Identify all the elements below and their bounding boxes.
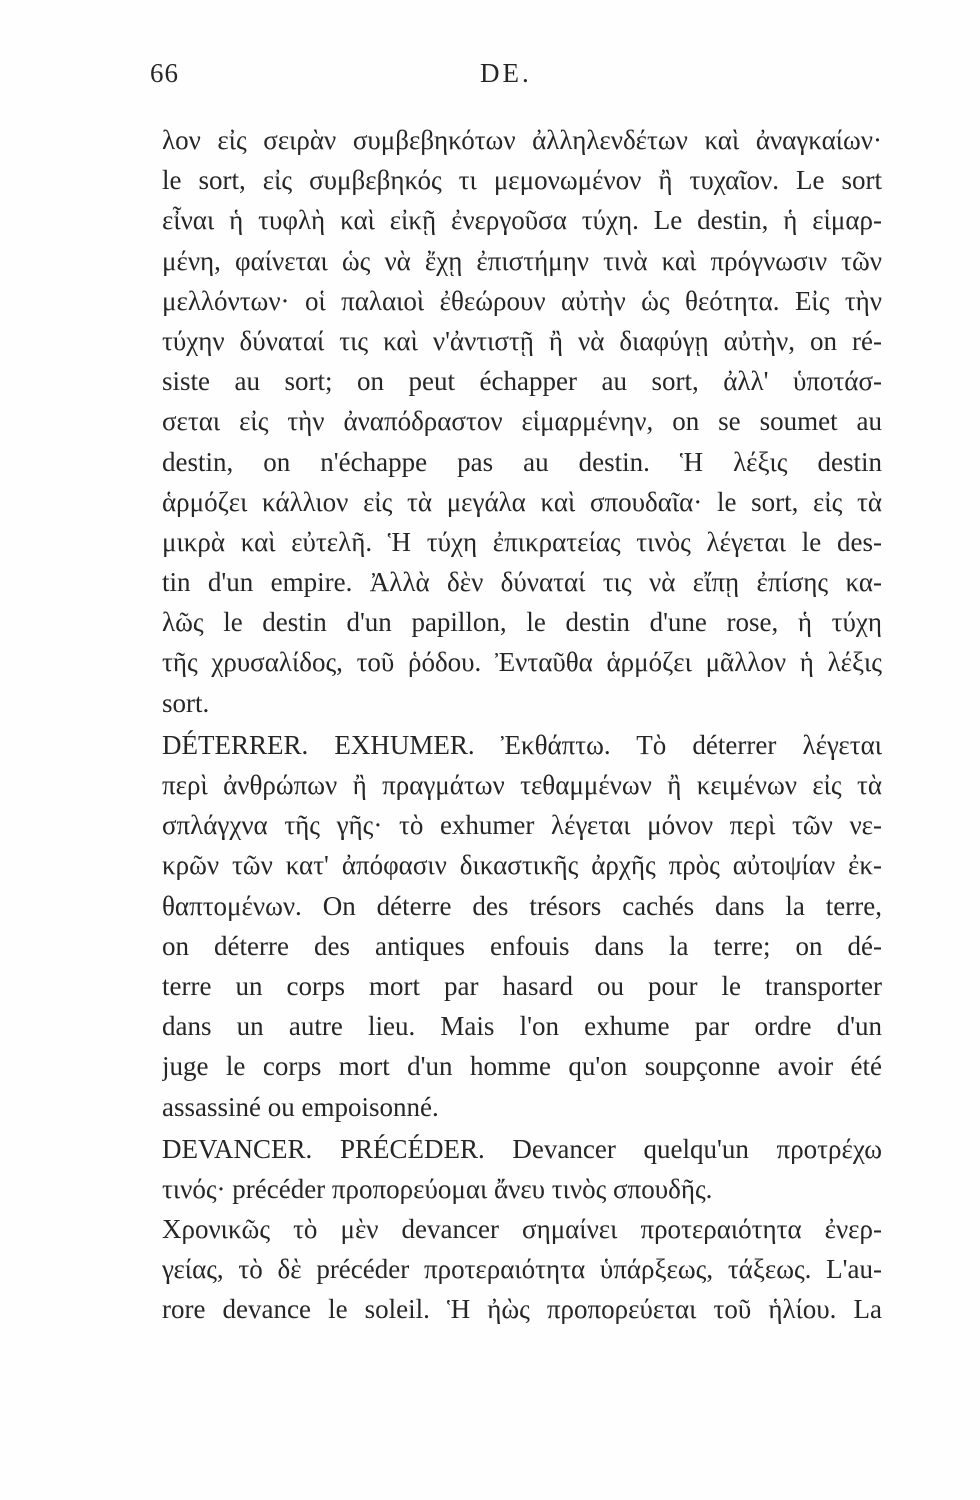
text-line: κρῶν τῶν κατ' ἀπόφασιν δικαστικῆς ἀρχῆς πρὸς αὐτοψίαν ἐκ- [162, 850, 882, 881]
text-line: assassiné ou empoisonné. [162, 1091, 439, 1122]
text-line: destin, on n'échappe pas au destin. Ἡ λέξις destin [162, 446, 882, 477]
text-line: dans un autre lieu. Mais l'on exhume par ordre d'un [162, 1011, 882, 1042]
text-line: τύχην δύναταί τις καὶ ν'ἀντιστῇ ἢ νὰ διαφύγῃ αὐτὴν, on ré- [162, 325, 882, 356]
text-line: σπλάγχνα τῆς γῆς· τὸ exhumer λέγεται μόνον περὶ τῶν νε- [162, 810, 882, 841]
page-number: 66 [150, 58, 179, 88]
text-line: terre un corps mort par hasard ou pour le transporter [162, 970, 882, 1001]
text-line: tin d'un empire. Ἀλλὰ δὲν δύναταί τις νὰ εἴπῃ ἐπίσης κα- [162, 567, 882, 598]
text-line: εἶναι ἡ τυφλὴ καὶ εἰκῇ ἐνεργοῦσα τύχη. Le destin, ἡ εἱμαρ- [162, 205, 882, 236]
body-text [162, 120, 882, 1330]
running-head: DE. [480, 58, 532, 88]
text-line: μελλόντων· οἱ παλαιοὶ ἐθεώρουν αὐτὴν ὡς θεότητα. Εἰς τὴν [162, 285, 882, 316]
text-line: le sort, εἰς συμβεβηκός τι μεμονωμένον ἢ τυχαῖον. Le sort [162, 165, 882, 196]
text-line: μένη, φαίνεται ὡς νὰ ἔχῃ ἐπιστήμην τινὰ καὶ πρόγνωσιν τῶν [162, 245, 882, 276]
text-line: τῆς χρυσαλίδος, τοῦ ῥόδου. Ἐνταῦθα ἁρμόζει μᾶλλον ἡ λέξις [162, 647, 882, 678]
entry-heading-line: DÉTERRER. EXHUMER. Ἐκθάπτω. Τὸ déterrer λέγεται [162, 729, 882, 760]
text-line: σεται εἰς τὴν ἀναπόδραστον εἱμαρμένην, on se soumet au [162, 406, 882, 437]
text-line: περὶ ἀνθρώπων ἢ πραγμάτων τεθαμμένων ἢ κειμένων εἰς τὰ [162, 770, 882, 800]
text-line: θαπτομένων. On déterre des trésors cachés dans la terre, [162, 890, 882, 921]
text-line: τινός· précéder προπορεύομαι ἄνευ τινὸς σπουδῆς. [162, 1173, 713, 1204]
text-line: Χρονικῶς τὸ μὲν devancer σημαίνει προτεραιότητα ἐνερ- [162, 1214, 882, 1245]
text-line: λον εἰς σειρὰν συμβεβηκότων ἀλληλενδέτων καὶ ἀναγκαίων· [162, 125, 882, 155]
text-line: ἁρμόζει κάλλιον εἰς τὰ μεγάλα καὶ σπουδαῖα· le sort, εἰς τὰ [162, 486, 882, 517]
text-line: μικρὰ καὶ εὐτελῆ. Ἡ τύχη ἐπικρατείας τινὸς λέγεται le des- [162, 526, 882, 557]
entry-heading-line: DEVANCER. PRÉCÉDER. Devancer quelqu'un προτρέχω [162, 1133, 882, 1164]
text-line: on déterre des antiques enfouis dans la terre; on dé- [162, 930, 882, 961]
text-line: rore devance le soleil. Ἡ ἠὼς προπορεύεται τοῦ ἡλίου. La [162, 1294, 882, 1325]
text-line: siste au sort; on peut échapper au sort, ἀλλ' ὑποτάσ- [162, 366, 882, 397]
text-line: γείας, τὸ δὲ précéder προτεραιότητα ὑπάρξεως, τάξεως. L'au- [162, 1254, 882, 1285]
page-header [150, 58, 880, 98]
text-line: sort. [162, 687, 210, 718]
text-line: juge le corps mort d'un homme qu'on soupçonne avoir été [162, 1051, 882, 1082]
text-line: λῶς le destin d'un papillon, le destin d'une rose, ἡ τύχη [162, 607, 882, 638]
